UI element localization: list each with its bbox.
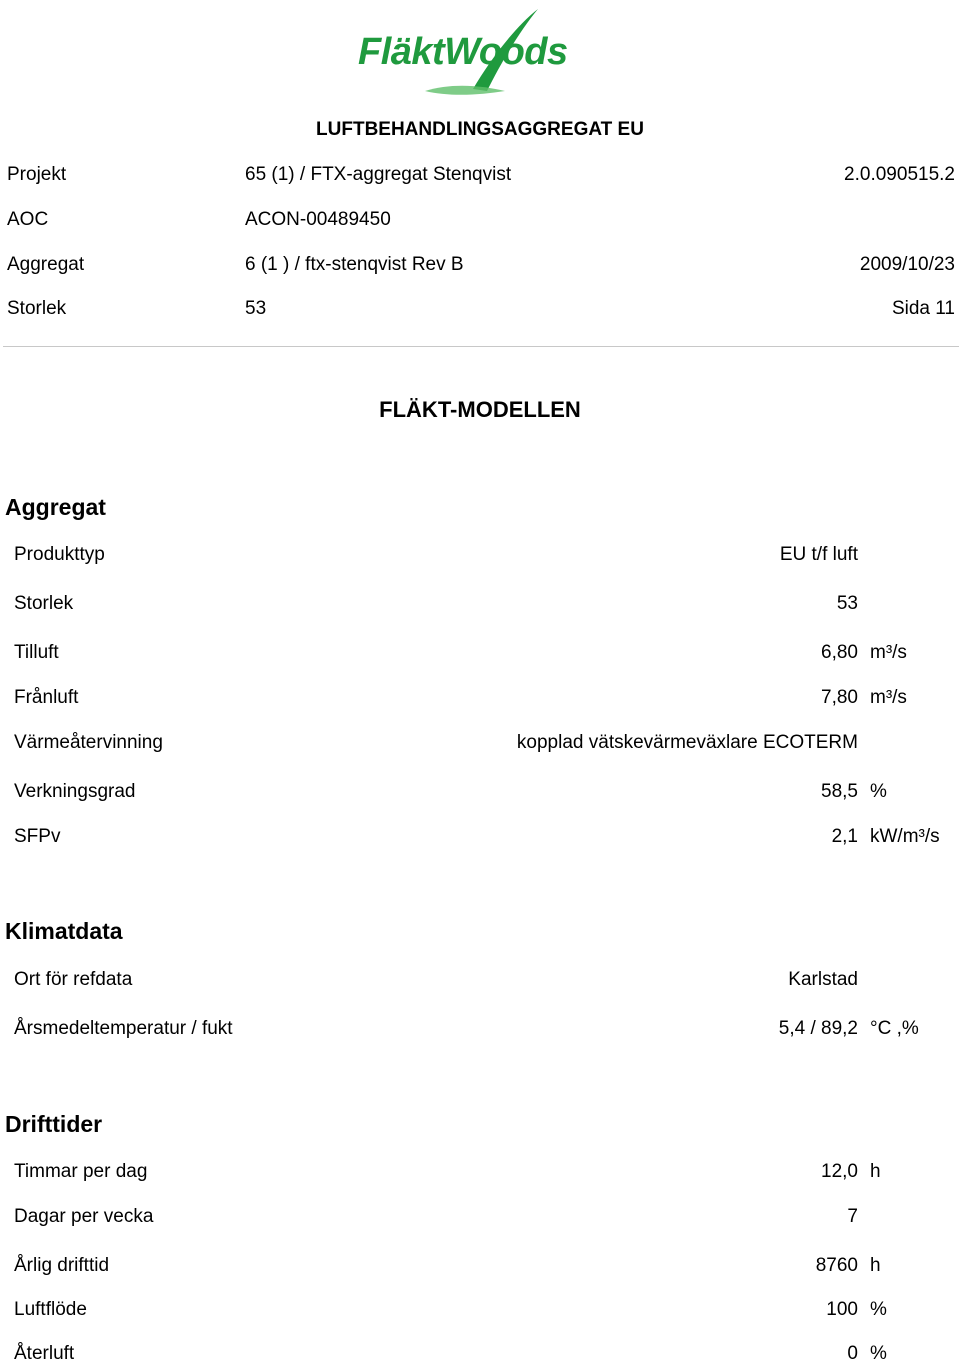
header-value: 65 (1) / FTX-aggregat Stenqvist	[245, 164, 512, 185]
row-value: 53	[836, 593, 858, 614]
data-row	[0, 1161, 960, 1187]
row-value: 7,80	[821, 687, 858, 708]
row-value: 58,5	[821, 781, 858, 802]
header-value: 53	[245, 298, 267, 319]
row-unit: h	[870, 1255, 881, 1276]
row-label: Frånluft	[14, 687, 79, 708]
row-label: Produkttyp	[14, 544, 105, 565]
section-title: FLÄKT-MODELLEN	[379, 397, 581, 422]
header-label: Aggregat	[7, 254, 85, 275]
row-label: Tilluft	[14, 642, 59, 663]
row-label: Årlig drifttid	[14, 1255, 110, 1276]
row-unit: %	[870, 781, 887, 802]
logo-text: FläktWoods	[358, 31, 568, 73]
data-row	[0, 781, 960, 807]
row-value: 100	[826, 1299, 858, 1320]
data-row	[0, 1206, 960, 1232]
document-date: 2009/10/23	[859, 254, 955, 275]
row-value: 7	[847, 1206, 858, 1227]
row-unit: %	[870, 1343, 887, 1364]
data-row	[0, 687, 960, 713]
row-unit: °C ,%	[870, 1018, 919, 1039]
document-title: LUFTBEHANDLINGSAGGREGAT EU	[316, 119, 644, 140]
row-label: Verkningsgrad	[14, 781, 136, 802]
row-label: Storlek	[14, 593, 74, 614]
row-label: Timmar per dag	[14, 1161, 148, 1182]
row-unit: m³/s	[870, 642, 907, 663]
data-row	[0, 593, 960, 619]
header-label: Projekt	[7, 164, 67, 185]
version-number: 2.0.090515.2	[844, 164, 955, 185]
row-label: Ort för refdata	[14, 969, 133, 990]
row-value: kopplad vätskevärmeväxlare ECOTERM	[516, 732, 858, 753]
data-row	[0, 969, 960, 995]
row-unit: %	[870, 1299, 887, 1320]
data-row	[0, 1299, 960, 1325]
group-heading: Drifttider	[5, 1111, 103, 1137]
row-value: 12,0	[821, 1161, 858, 1182]
row-label: Dagar per vecka	[14, 1206, 154, 1227]
page-number: Sida 11	[891, 298, 955, 319]
header-label: AOC	[7, 209, 49, 230]
data-row	[0, 642, 960, 668]
company-logo	[355, 5, 610, 97]
data-row	[0, 1255, 960, 1281]
data-row	[0, 1343, 960, 1369]
group-heading: Aggregat	[5, 494, 106, 520]
row-value: 8760	[815, 1255, 858, 1276]
data-row	[0, 732, 960, 758]
header-label: Storlek	[7, 298, 67, 319]
row-value: 5,4 / 89,2	[778, 1018, 858, 1039]
row-unit: m³/s	[870, 687, 907, 708]
row-value: 6,80	[821, 642, 858, 663]
row-label: Luftflöde	[14, 1299, 87, 1320]
data-row	[0, 544, 960, 570]
header-divider	[3, 346, 959, 347]
row-label: Värmeåtervinning	[14, 732, 163, 753]
data-row	[0, 1018, 960, 1044]
row-label: SFPv	[14, 826, 61, 847]
header-value: ACON-00489450	[245, 209, 391, 230]
row-label: Årsmedeltemperatur / fukt	[14, 1018, 233, 1039]
row-value: EU t/f luft	[779, 544, 858, 565]
row-value: 0	[847, 1343, 858, 1364]
row-unit: kW/m³/s	[870, 826, 940, 847]
row-value: Karlstad	[788, 969, 858, 990]
row-label: Återluft	[14, 1343, 75, 1364]
row-unit: h	[870, 1161, 881, 1182]
row-value: 2,1	[831, 826, 858, 847]
header-value: 6 (1 ) / ftx-stenqvist Rev B	[245, 254, 464, 275]
group-heading: Klimatdata	[5, 918, 123, 944]
data-row	[0, 826, 960, 852]
